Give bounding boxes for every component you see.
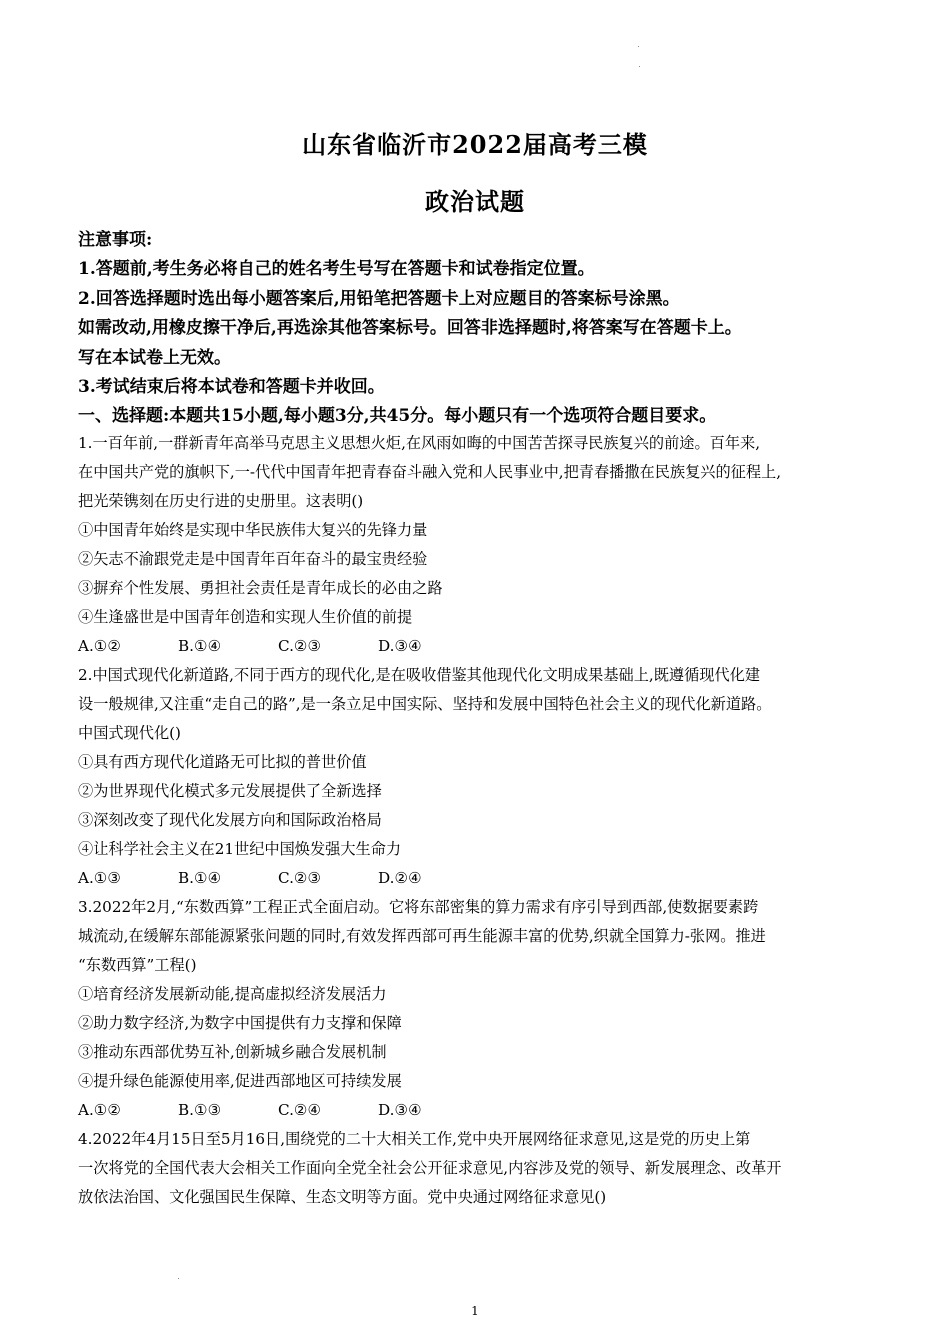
document-subtitle: 政治试题	[425, 187, 525, 216]
question-3-stem-line: 3.2022年2月,“东数西算”工程正式全面启动。它将东部密集的算力需求有序引导到西部,使数据要素跨	[78, 898, 759, 916]
question-2-option: ③深刻改变了现代化发展方向和国际政治格局	[78, 811, 382, 829]
question-3-stem-line: 城流动,在缓解东部能源紧张问题的同时,有效发挥西部可再生能源丰富的优势,织就全国算力-张网。推进	[78, 927, 766, 945]
question-1-choices	[78, 632, 898, 661]
notes-line: 如需改动,用橡皮擦干净后,再选涂其他答案标号。回答非选择题时,将答案写在答题卡上。	[78, 318, 742, 339]
question-2-option: ②为世界现代化模式多元发展提供了全新选择	[78, 782, 382, 800]
question-4-stem-line: 放依法治国、文化强国民生保障、生态文明等方面。党中央通过网络征求意见()	[78, 1188, 607, 1206]
choice-b: B.①④	[178, 869, 222, 887]
choice-b: B.①③	[178, 1101, 222, 1119]
choice-a: A.①③	[78, 869, 122, 887]
question-1-stem-line: 1.一百年前,一群新青年高举马克思主义思想火炬,在风雨如晦的中国苦苦探寻民族复兴的前途。百年来,	[78, 434, 761, 452]
question-3-option: ③推动东西部优势互补,创新城乡融合发展机制	[78, 1043, 387, 1061]
choice-c: C.②③	[278, 637, 322, 655]
question-1-stem-line: 在中国共产党的旗帜下,一-代代中国青年把青春奋斗融入党和人民事业中,把青春播撒在民族复兴的征程上,	[78, 463, 782, 481]
choice-c: C.②④	[278, 1101, 322, 1119]
scan-speck	[638, 46, 639, 47]
notes-line: 2.回答选择题时选出每小题答案后,用铅笔把答题卡上对应题目的答案标号涂黑。	[78, 288, 680, 309]
section-heading: 一、选择题:本题共15小题,每小题3分,共45分。每小题只有一个选项符合题目要求。	[78, 406, 717, 427]
question-3-choices	[78, 1096, 898, 1125]
question-1-option: ②矢志不渝跟党走是中国青年百年奋斗的最宝贵经验	[78, 550, 428, 568]
question-1-option: ④生逢盛世是中国青年创造和实现人生价值的前提	[78, 608, 413, 626]
question-3-option: ②助力数字经济,为数字中国提供有力支撑和保障	[78, 1014, 402, 1032]
question-3-option: ④提升绿色能源使用率,促进西部地区可持续发展	[78, 1072, 402, 1090]
question-2-option: ④让科学社会主义在21世纪中国焕发强大生命力	[78, 840, 402, 858]
choice-d: D.②④	[378, 869, 422, 887]
notes-line: 3.考试结束后将本试卷和答题卡并收回。	[78, 377, 385, 398]
scan-speck	[639, 66, 640, 67]
choice-b: B.①④	[178, 637, 222, 655]
question-2-option: ①具有西方现代化道路无可比拟的普世价值	[78, 753, 367, 771]
choice-a: A.①②	[78, 637, 122, 655]
question-4-stem-line: 4.2022年4月15日至5月16日,围绕党的二十大相关工作,党中央开展网络征求意见,这是党的历史上第	[78, 1130, 751, 1148]
question-3-option: ①培育经济发展新动能,提高虚拟经济发展活力	[78, 985, 387, 1003]
question-2-choices	[78, 864, 898, 893]
question-1-option: ③摒弃个性发展、勇担社会责任是青年成长的必由之路	[78, 579, 443, 597]
question-2-stem-line: 2.中国式现代化新道路,不同于西方的现代化,是在吸收借鉴其他现代化文明成果基础上,既遵循现代化建	[78, 666, 761, 684]
choice-c: C.②③	[278, 869, 322, 887]
page-number: 1	[471, 1304, 479, 1318]
choice-a: A.①②	[78, 1101, 122, 1119]
question-4-stem-line: 一次将党的全国代表大会相关工作面向全党全社会公开征求意见,内容涉及党的领导、新发展理念、改革开	[78, 1159, 782, 1177]
document-title: 山东省临沂市2022届高考三模	[302, 130, 648, 159]
notes-line: 1.答题前,考生务必将自己的姓名考生号写在答题卡和试卷指定位置。	[78, 259, 595, 280]
question-3-stem-line: “东数西算”工程()	[78, 956, 197, 974]
question-2-stem-line: 设一般规律,又注重“走自己的路”,是一条立足中国实际、坚持和发展中国特色社会主义的现代化新道路。	[78, 695, 772, 713]
questions-body	[78, 429, 898, 1212]
notes-line: 写在本试卷上无效。	[78, 347, 231, 368]
choice-d: D.③④	[378, 637, 422, 655]
question-2-stem-line: 中国式现代化()	[78, 724, 181, 742]
question-1-stem-line: 把光荣镌刻在历史行进的史册里。这表明()	[78, 492, 364, 510]
scan-speck	[178, 1278, 179, 1279]
notes-heading: 注意事项:	[78, 230, 153, 250]
choice-d: D.③④	[378, 1101, 422, 1119]
question-1-option: ①中国青年始终是实现中华民族伟大复兴的先锋力量	[78, 521, 428, 539]
exam-notes	[78, 226, 898, 432]
